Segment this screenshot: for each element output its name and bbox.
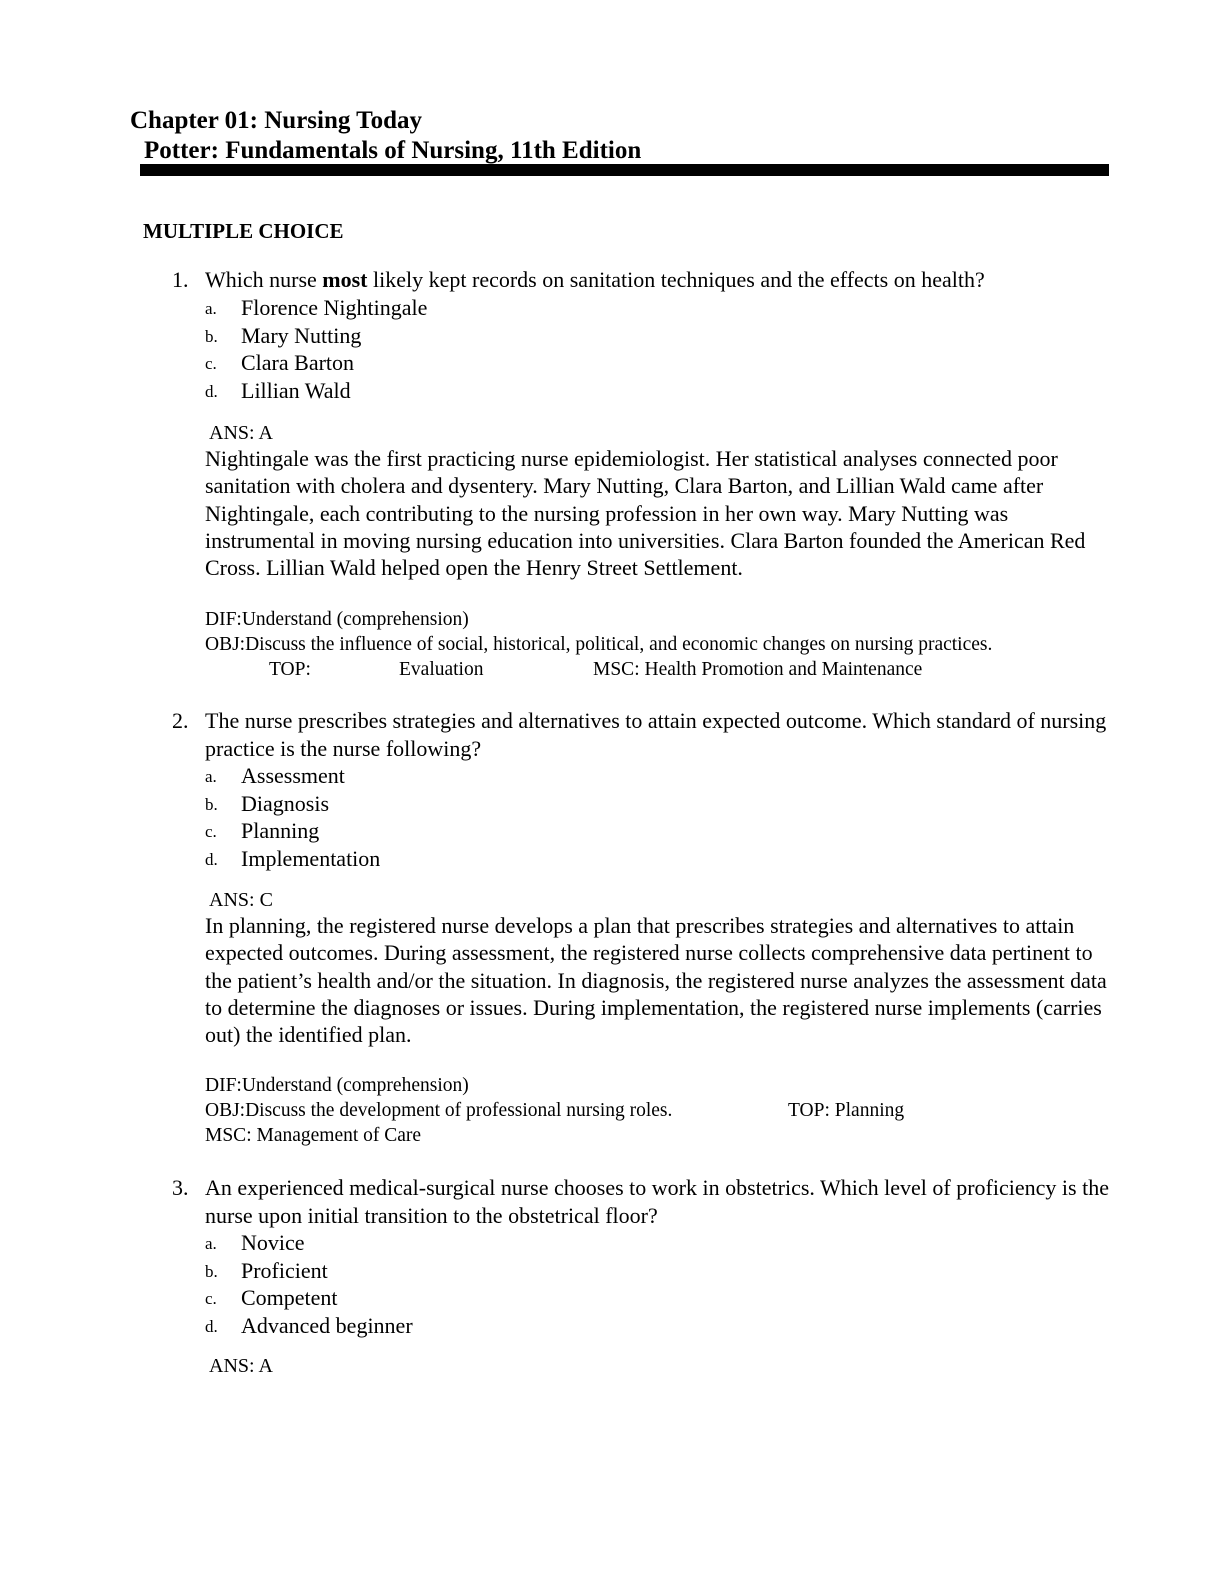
top-label: TOP: — [269, 659, 311, 680]
dif-line: DIF:Understand (comprehension) — [205, 609, 469, 630]
msc-line: MSC: Management of Care — [205, 1125, 422, 1146]
obj-line: OBJ:Discuss the influence of social, historical, political, and economic changes on nursing practices. — [205, 634, 993, 655]
dif-line: DIF:Understand (comprehension) — [205, 1075, 469, 1096]
top-value: Evaluation — [399, 659, 484, 680]
question-number: 3. — [172, 1175, 189, 1200]
question-stem: The nurse prescribes strategies and alternatives to attain expected outcome. Which standard of nursing practice is the nurse following? — [205, 708, 1107, 761]
answer: ANS: A — [209, 422, 273, 444]
top-line: TOP: Planning — [788, 1100, 905, 1121]
title-rule — [140, 164, 1109, 176]
answer: ANS: C — [209, 889, 273, 911]
question-number: 2. — [172, 708, 189, 733]
question-number: 1. — [172, 267, 189, 292]
obj-line: OBJ:Discuss the development of professional nursing roles. — [205, 1100, 673, 1121]
msc-line: MSC: Health Promotion and Maintenance — [593, 659, 923, 680]
page-title: Chapter 01: Nursing Today — [130, 107, 422, 134]
page-subtitle: Potter: Fundamentals of Nursing, 11th Edition — [144, 137, 642, 164]
answer: ANS: A — [209, 1355, 273, 1377]
emphasis: most — [322, 267, 368, 292]
section-heading: MULTIPLE CHOICE — [143, 219, 344, 243]
rationale: Nightingale was the first practicing nurse epidemiologist. Her statistical analyses connected poor sanitation with cholera and dysentery. Mary Nutting, Clara Barton, and Lillian Wald came after Nightingale, each contributing to the nursing profession in her own way. Mary Nutting was instrumental in moving nursing education into universities. Clara Barton founded the American Red Cross. Lillian Wald helped open the Henry Street Settlement. — [205, 446, 1086, 581]
question-stem: An experienced medical-surgical nurse chooses to work in obstetrics. Which level of proficiency is the nurse upon initial transition to the obstetrical floor? — [205, 1175, 1109, 1228]
rationale: In planning, the registered nurse develops a plan that prescribes strategies and alternatives to attain expected outcomes. During assessment, the registered nurse collects comprehensive data pertinent to the patient’s health and/or the situation. In diagnosis, the registered nurse analyzes the assessment data to determine the diagnoses or issues. During implementation, the registered nurse implements (carries out) the identified plan. — [205, 913, 1107, 1048]
question-stem: Which nurse most likely kept records on sanitation techniques and the effects on health? — [205, 267, 985, 292]
